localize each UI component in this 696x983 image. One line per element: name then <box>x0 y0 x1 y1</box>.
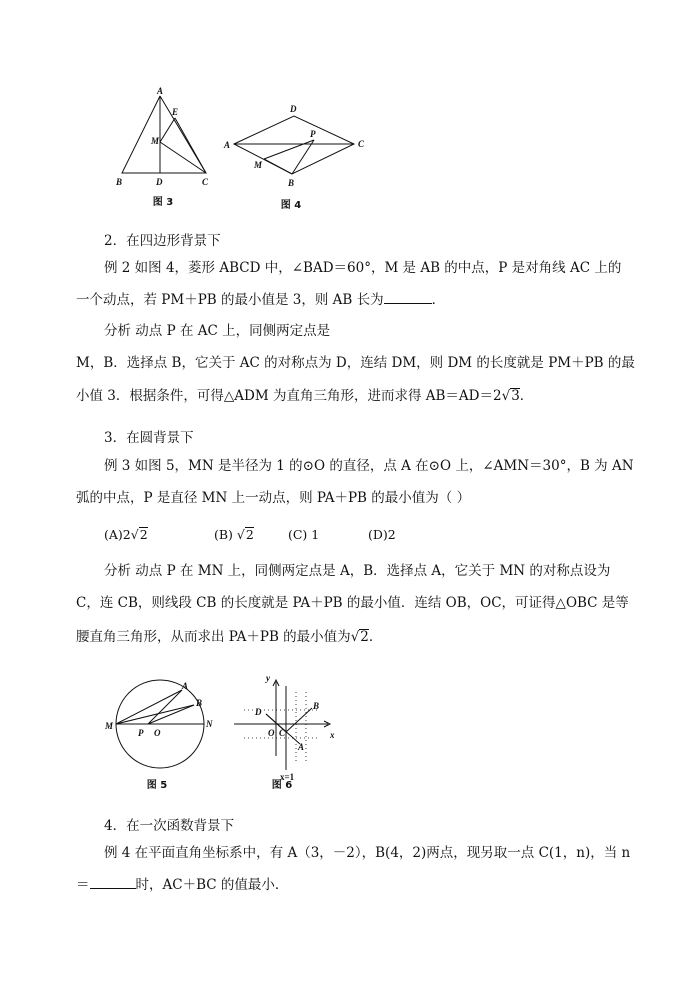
ex3-line2: 弧的中点，P 是直径 MN 上一动点，则 PA＋PB 的最小值为（ ） <box>76 490 471 506</box>
figure-4-drawing <box>222 98 382 198</box>
ex2-analysis-3 <box>76 386 533 406</box>
figure-5-drawing <box>102 674 217 774</box>
sqrt-sign: √ <box>236 527 245 542</box>
fig4-label-b: B <box>288 178 295 188</box>
fig5-label-a: A <box>182 681 189 691</box>
figure-5-caption: 图 5 <box>146 780 168 791</box>
figure-4 <box>222 98 382 198</box>
sqrt-sign: √ <box>130 527 139 542</box>
figure-3 <box>108 86 218 196</box>
ex3-analysis-3 <box>76 627 382 647</box>
ex3-line1: 例 3 如图 5，MN 是半径为 1 的⊙O 的直径，点 A 在⊙O 上，∠AMN＝30°，B 为 AN <box>104 458 634 474</box>
section-3-title: 3．在圆背景下 <box>104 430 194 446</box>
figure-6-drawing <box>228 672 343 782</box>
fig6-label-x: x <box>330 730 335 740</box>
fig6-label-c: C <box>279 728 286 738</box>
figure-4-caption: 图 4 <box>280 200 302 211</box>
fig3-label-b: B <box>116 177 123 187</box>
fig6-label-a: A <box>298 742 305 752</box>
sqrt-sign: √ <box>501 388 511 404</box>
ex3-analysis-2: C，连 CB，则线段 CB 的长度就是 PA＋PB 的最小值．连结 OB，OC，可证得△OBC 是等 <box>76 595 629 611</box>
ex4-line2 <box>76 874 288 895</box>
ex2-analysis-3-end: ． <box>519 388 534 404</box>
figure-3-caption: 图 3 <box>152 197 174 208</box>
fig3-label-e: E <box>172 107 179 117</box>
ex3-analysis-1: 分析 动点 P 在 MN 上，同侧两定点是 A，B．选择点 A，它关于 MN 的对称点设为 <box>104 563 611 579</box>
ex3-analysis-3-root: 2 <box>360 629 369 645</box>
fig4-label-m: M <box>254 160 263 170</box>
ex3-options <box>104 525 396 545</box>
ex2-analysis-2: M，B．选择点 B，它关于 AC 的对称点为 D，连结 DM，则 DM 的长度就是 PM＋PB 的最 <box>76 355 635 371</box>
fig5-label-n: N <box>206 719 213 729</box>
fig4-label-d: D <box>290 104 297 114</box>
ex2-analysis-3-root: 3 <box>511 388 520 404</box>
ex2-line2-end: ． <box>431 292 446 308</box>
ex3-option-b-label: (B) <box>213 527 233 542</box>
fig3-label-a: A <box>157 86 164 96</box>
ex2-analysis-1: 分析 动点 P 在 AC 上，同侧两定点是 <box>104 323 331 339</box>
ex4-answer-blank[interactable] <box>90 874 136 889</box>
fig5-label-b: B <box>196 698 203 708</box>
fig3-label-d: D <box>156 177 163 187</box>
ex2-line2-text: 一个动点，若 PM＋PB 的最小值是 3，则 AB 长为 <box>76 292 384 308</box>
fig3-label-c: C <box>202 177 209 187</box>
ex3-analysis-3-end: ． <box>368 629 383 645</box>
sqrt-sign: √ <box>350 629 360 645</box>
figure-6 <box>228 672 343 782</box>
ex2-analysis-3-text: 小值 3．根据条件，可得△ADM 为直角三角形，进而求得 AB＝AD＝2 <box>76 388 502 404</box>
ex2-line1: 例 2 如图 4，菱形 ABCD 中，∠BAD＝60°，M 是 AB 的中点，P 是对角线 AC 上的 <box>104 260 622 276</box>
fig6-label-x-eq-1: x=1 <box>280 772 295 782</box>
ex3-option-b[interactable] <box>214 525 284 545</box>
ex4-line1: 例 4 在平面直角坐标系中，有 A（3，－2），B(4，2)两点，现另取一点 C(1，n)，当 n <box>104 845 631 861</box>
fig6-label-b: B <box>313 701 320 711</box>
figure-3-drawing <box>108 86 218 196</box>
fig4-label-p: P <box>310 129 316 139</box>
fig6-label-y: y <box>266 673 270 683</box>
fig6-label-d: D <box>255 707 262 717</box>
ex3-option-a-root: 2 <box>139 527 148 542</box>
section-4-title: 4．在一次函数背景下 <box>104 818 235 834</box>
fig6-label-o: O <box>268 728 275 738</box>
fig5-label-p: P <box>138 728 144 738</box>
ex3-analysis-3-text: 腰直角三角形，从而求出 PA＋PB 的最小值为 <box>76 629 351 645</box>
ex3-option-d[interactable]: (D)2 <box>367 527 396 542</box>
ex2-answer-blank[interactable] <box>384 289 432 304</box>
figure-5 <box>102 674 217 774</box>
fig3-label-m: M <box>151 136 160 146</box>
ex2-line2 <box>76 289 445 310</box>
fig4-label-c: C <box>358 139 365 149</box>
ex4-line2-text: 时，AC＋BC 的值最小． <box>135 877 289 893</box>
fig5-label-m: M <box>105 721 114 731</box>
figure-6-caption: 图 6 <box>271 780 293 791</box>
ex4-line2-eq: ＝ <box>76 877 90 893</box>
ex3-option-a[interactable] <box>104 525 210 545</box>
ex3-option-a-label: (A)2 <box>104 527 131 542</box>
ex3-option-b-root: 2 <box>245 527 254 542</box>
ex3-option-c[interactable]: (C) 1 <box>287 527 320 542</box>
fig4-label-a: A <box>224 140 231 150</box>
fig5-label-o: O <box>154 728 161 738</box>
section-2-title: 2．在四边形背景下 <box>104 233 221 249</box>
